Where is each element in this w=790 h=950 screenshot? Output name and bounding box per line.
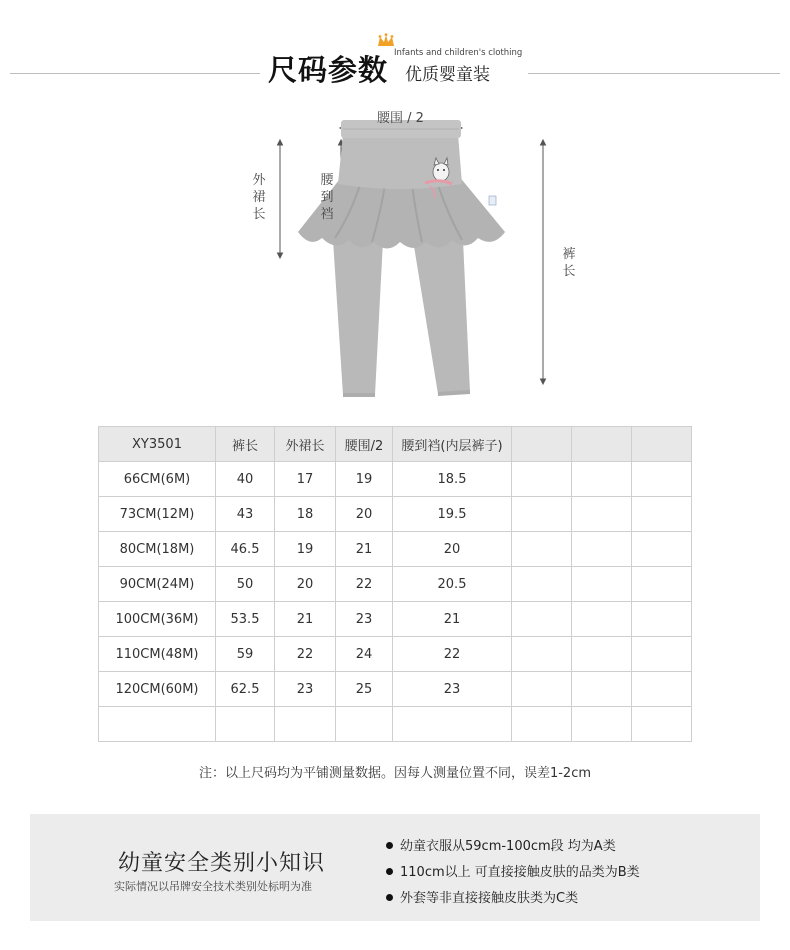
table-cell: 50 [216, 567, 275, 602]
header-cell: 腰到裆(内层裤子) [393, 427, 512, 462]
header-cell: XY3501 [99, 427, 216, 462]
page-title: 尺码参数 [268, 53, 389, 87]
table-cell: 43 [216, 497, 275, 532]
table-cell: 22 [275, 637, 336, 672]
table-cell: 21 [336, 532, 393, 567]
header-cell [632, 427, 692, 462]
table-cell [572, 462, 632, 497]
table-cell [512, 567, 572, 602]
table-cell: 23 [336, 602, 393, 637]
table-cell [572, 532, 632, 567]
list-item-text: 110cm以上 可直接接触皮肤的品类为B类 [400, 865, 640, 880]
table-cell [275, 707, 336, 742]
table-row [99, 672, 692, 707]
table-cell [632, 672, 692, 707]
list-item [386, 861, 640, 880]
header-subtitle-en: Infants and children's clothing [394, 48, 523, 58]
table-cell: 62.5 [216, 672, 275, 707]
table-cell: 22 [393, 637, 512, 672]
table-cell: 100CM(36M) [99, 602, 216, 637]
panel-subtitle: 实际情况以吊牌安全技术类别处标明为准 [114, 880, 312, 893]
header-rule-right [528, 73, 780, 74]
header-rule-left [10, 73, 260, 74]
table-cell [512, 637, 572, 672]
table-cell [632, 602, 692, 637]
table-cell: 18.5 [393, 462, 512, 497]
table-cell [632, 637, 692, 672]
table-cell [632, 567, 692, 602]
table-row [99, 532, 692, 567]
table-cell: 66CM(6M) [99, 462, 216, 497]
table-cell: 40 [216, 462, 275, 497]
outer-skirt-measure-line [278, 140, 283, 258]
table-cell: 19 [336, 462, 393, 497]
table-cell [572, 602, 632, 637]
list-item-text: 幼童衣服从59cm-100cm段 均为A类 [400, 839, 616, 854]
table-cell [512, 532, 572, 567]
pants-length-measure-line [541, 140, 546, 384]
table-cell [512, 672, 572, 707]
measurement-note: 注：以上尺码均为平铺测量数据。因每人测量位置不同，误差1-2cm [198, 766, 592, 781]
table-cell [572, 637, 632, 672]
table-cell: 21 [275, 602, 336, 637]
header-cell: 外裙长 [275, 427, 336, 462]
size-table [98, 426, 692, 742]
table-row [99, 602, 692, 637]
table-cell [632, 707, 692, 742]
table-cell: 59 [216, 637, 275, 672]
table-cell [512, 602, 572, 637]
table-cell [572, 707, 632, 742]
table-cell: 46.5 [216, 532, 275, 567]
table-cell: 23 [275, 672, 336, 707]
table-row [99, 637, 692, 672]
bullet-icon [386, 894, 393, 901]
table-cell: 19 [275, 532, 336, 567]
safety-knowledge-panel [30, 814, 760, 921]
leggings-shape [333, 240, 470, 397]
table-cell: 90CM(24M) [99, 567, 216, 602]
table-cell [572, 567, 632, 602]
header-cell: 腰围/2 [336, 427, 393, 462]
table-cell: 21 [393, 602, 512, 637]
list-item [386, 887, 578, 906]
list-item [386, 835, 616, 854]
table-cell [336, 707, 393, 742]
table-cell: 25 [336, 672, 393, 707]
table-cell [393, 707, 512, 742]
table-cell: 22 [336, 567, 393, 602]
table-cell [216, 707, 275, 742]
table-cell [512, 707, 572, 742]
table-cell: 80CM(18M) [99, 532, 216, 567]
table-cell [632, 462, 692, 497]
header-subtitle-cn: 优质婴童装 [405, 65, 490, 85]
header-cell [572, 427, 632, 462]
table-cell [512, 462, 572, 497]
table-cell: 73CM(12M) [99, 497, 216, 532]
table-cell: 24 [336, 637, 393, 672]
table-cell [632, 497, 692, 532]
header-cell [512, 427, 572, 462]
table-header-row [99, 427, 692, 462]
table-cell: 110CM(48M) [99, 637, 216, 672]
table-cell [512, 497, 572, 532]
table-cell: 20 [275, 567, 336, 602]
table-cell [632, 532, 692, 567]
bullet-icon [386, 842, 393, 849]
table-cell: 20 [393, 532, 512, 567]
list-item-text: 外套等非直接接触皮肤类为C类 [400, 891, 579, 906]
outer-skirt-label: 外裙长 [252, 173, 266, 222]
table-cell [572, 497, 632, 532]
table-cell [572, 672, 632, 707]
table-cell: 20 [336, 497, 393, 532]
garment-measure-diagram [0, 100, 790, 400]
table-cell: 17 [275, 462, 336, 497]
side-tag-icon [489, 196, 496, 205]
header-cell: 裤长 [216, 427, 275, 462]
table-cell: 53.5 [216, 602, 275, 637]
table-cell [99, 707, 216, 742]
table-cell: 19.5 [393, 497, 512, 532]
bullet-icon [386, 868, 393, 875]
table-row [99, 707, 692, 742]
table-cell: 120CM(60M) [99, 672, 216, 707]
panel-title: 幼童安全类别小知识 [118, 851, 326, 876]
table-row [99, 567, 692, 602]
table-row [99, 462, 692, 497]
waist-to-crotch-label: 腰到裆 [320, 173, 334, 222]
table-cell: 18 [275, 497, 336, 532]
waist-label: 腰围 / 2 [377, 111, 424, 126]
pants-length-label: 裤长 [562, 247, 576, 279]
table-cell: 20.5 [393, 567, 512, 602]
crown-icon [376, 33, 396, 49]
table-row [99, 497, 692, 532]
table-cell: 23 [393, 672, 512, 707]
